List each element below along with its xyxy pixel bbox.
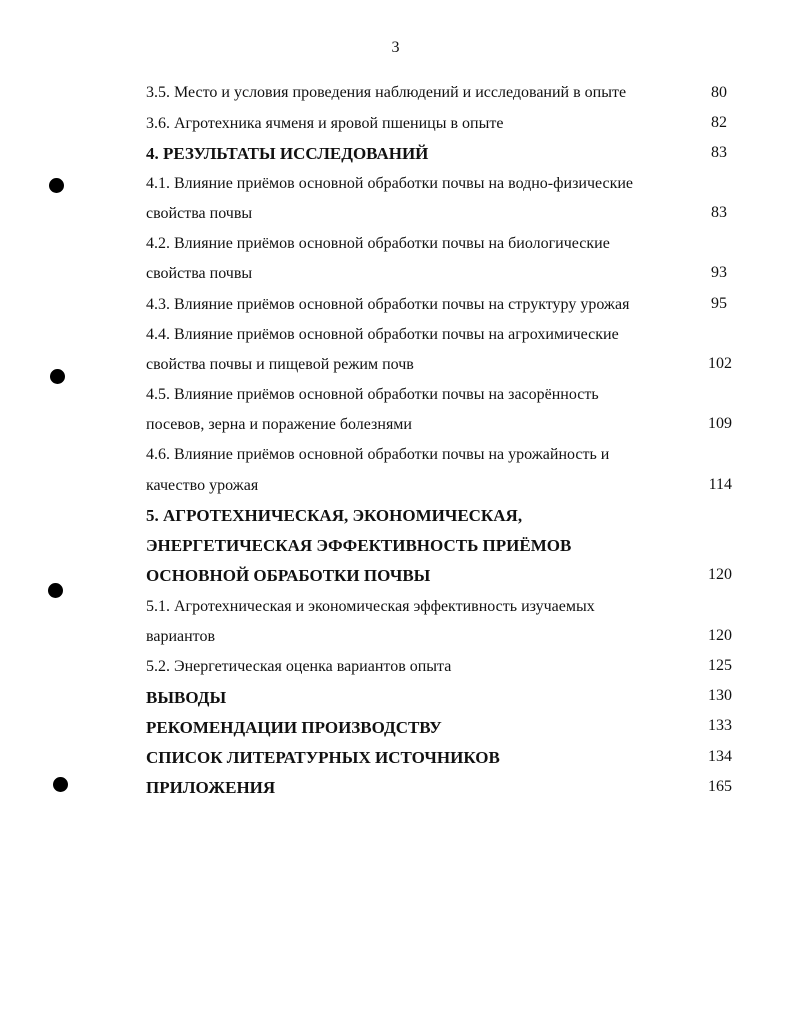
toc-entry-4-3-page: 95 bbox=[711, 295, 727, 312]
toc-entry-4-line-1: 4. РЕЗУЛЬТАТЫ ИССЛЕДОВАНИЙ bbox=[146, 144, 429, 163]
toc-entry-4-1-line-1: 4.1. Влияние приёмов основной обработки почвы на водно-физические bbox=[146, 175, 634, 192]
toc-entry-4-3-line-1: 4.3. Влияние приёмов основной обработки почвы на структуру урожая bbox=[146, 296, 630, 313]
toc-entry-4-6-line-1: 4.6. Влияние приёмов основной обработки почвы на урожайность и bbox=[146, 446, 610, 463]
toc-entry-references-line-1: СПИСОК ЛИТЕРАТУРНЫХ ИСТОЧНИКОВ bbox=[146, 748, 500, 767]
punch-hole-3 bbox=[48, 583, 63, 598]
toc-entry-4-4-page: 102 bbox=[708, 355, 732, 372]
punch-hole-2 bbox=[50, 369, 65, 384]
toc-entry-4-5-page: 109 bbox=[708, 415, 732, 432]
toc-entry-5-1-line-2: вариантов bbox=[146, 628, 216, 645]
toc-entry-conclusions-page: 130 bbox=[708, 687, 732, 704]
toc-entry-5-line-3: ОСНОВНОЙ ОБРАБОТКИ ПОЧВЫ bbox=[146, 566, 431, 585]
toc-entry-5-1-page: 120 bbox=[708, 627, 732, 644]
toc-entry-4-6-page: 114 bbox=[708, 476, 732, 493]
toc-entry-4-2-line-1: 4.2. Влияние приёмов основной обработки почвы на биологические bbox=[146, 235, 610, 252]
toc-entry-4-1-page: 83 bbox=[711, 204, 727, 221]
toc-entry-5-2-line-1: 5.2. Энергетическая оценка вариантов опыта bbox=[146, 658, 452, 675]
toc-entry-3-6-line-1: 3.6. Агротехника ячменя и яровой пшеницы в опыте bbox=[146, 115, 504, 132]
page-number: 3 bbox=[391, 39, 400, 56]
toc-entry-3-6-page: 82 bbox=[711, 114, 727, 131]
toc-entry-5-line-2: ЭНЕРГЕТИЧЕСКАЯ ЭФФЕКТИВНОСТЬ ПРИЁМОВ bbox=[146, 536, 572, 555]
toc-entry-recommendations-page: 133 bbox=[708, 717, 732, 734]
toc-entry-3-5-page: 80 bbox=[711, 84, 727, 101]
toc-entry-appendices-page: 165 bbox=[708, 778, 732, 795]
toc-entry-3-5-line-1: 3.5. Место и условия проведения наблюдений и исследований в опыте bbox=[146, 84, 627, 101]
toc-entry-5-1-line-1: 5.1. Агротехническая и экономическая эффективность изучаемых bbox=[146, 598, 595, 615]
toc-entry-recommendations-line-1: РЕКОМЕНДАЦИИ ПРОИЗВОДСТВУ bbox=[146, 718, 442, 737]
toc-entry-5-line-1: 5. АГРОТЕХНИЧЕСКАЯ, ЭКОНОМИЧЕСКАЯ, bbox=[146, 506, 523, 525]
toc-entry-4-page: 83 bbox=[711, 144, 727, 161]
toc-entry-4-1-line-2: свойства почвы bbox=[146, 205, 253, 222]
toc-entry-5-2-page: 125 bbox=[708, 657, 732, 674]
toc-entry-4-4-line-2: свойства почвы и пищевой режим почв bbox=[146, 356, 414, 373]
punch-hole-1 bbox=[49, 178, 64, 193]
toc-entry-4-2-line-2: свойства почвы bbox=[146, 265, 253, 282]
toc-entry-4-5-line-2: посевов, зерна и поражение болезнями bbox=[146, 416, 412, 433]
toc-entry-references-page: 134 bbox=[708, 748, 732, 765]
toc-entry-4-6-line-2: качество урожая bbox=[146, 477, 259, 494]
toc-entry-4-2-page: 93 bbox=[711, 264, 727, 281]
punch-hole-4 bbox=[53, 777, 68, 792]
toc-entry-appendices-line-1: ПРИЛОЖЕНИЯ bbox=[146, 778, 276, 797]
toc-entry-conclusions-line-1: ВЫВОДЫ bbox=[146, 688, 227, 707]
toc-entry-4-5-line-1: 4.5. Влияние приёмов основной обработки почвы на засорённость bbox=[146, 386, 599, 403]
toc-entry-5-page: 120 bbox=[708, 566, 732, 583]
toc-entry-4-4-line-1: 4.4. Влияние приёмов основной обработки почвы на агрохимические bbox=[146, 326, 619, 343]
